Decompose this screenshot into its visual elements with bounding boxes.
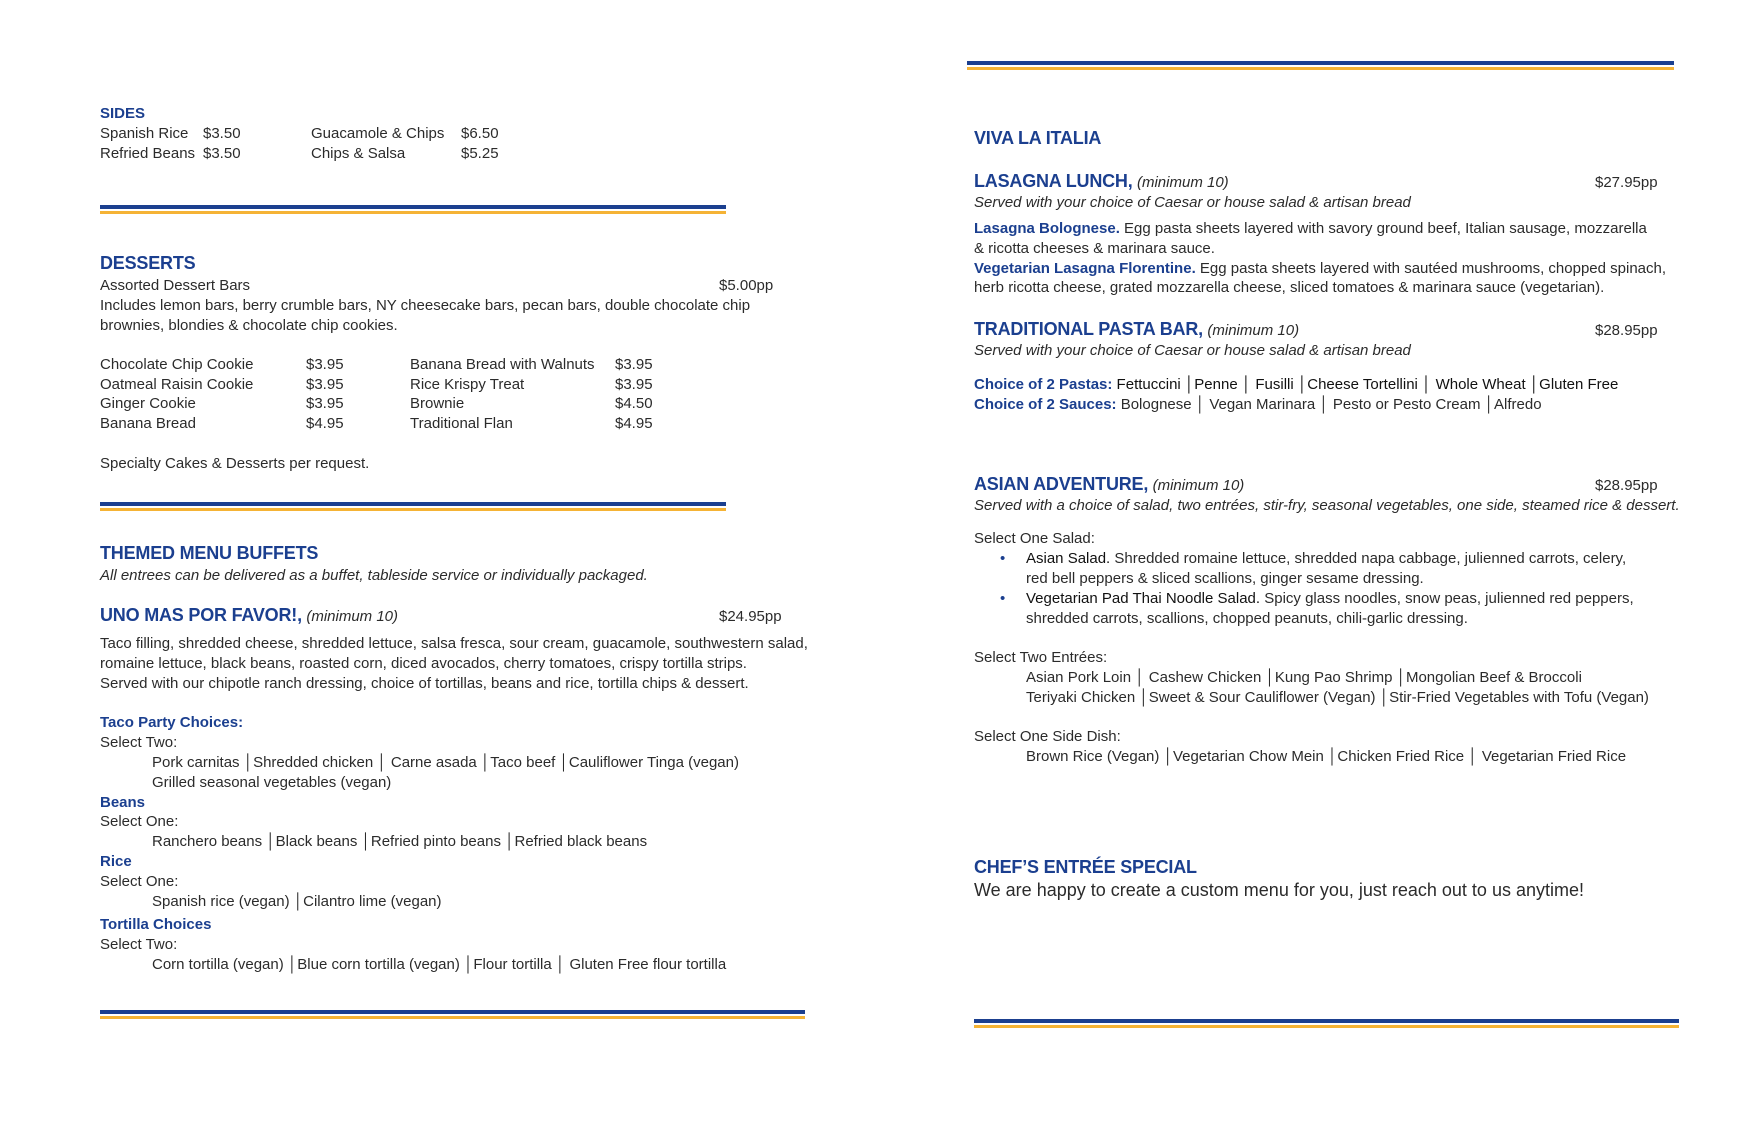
lasagna-florentine-name: Vegetarian Lasagna Florentine. bbox=[974, 260, 1196, 277]
page-top-divider bbox=[967, 61, 1674, 70]
asian-price: $28.95pp bbox=[1595, 477, 1658, 494]
dessert-item-name: Brownie bbox=[410, 395, 465, 412]
tortilla-select-label: Select Two: bbox=[100, 936, 178, 953]
taco-options: Grilled seasonal vegetables (vegan) bbox=[152, 774, 392, 791]
uno-minimum: (minimum 10) bbox=[306, 608, 399, 625]
sides-item-price: $6.50 bbox=[461, 125, 499, 142]
taco-select-label: Select Two: bbox=[100, 734, 178, 751]
asian-heading-row bbox=[974, 474, 1244, 495]
lasagna-bolognese-name: Lasagna Bolognese. bbox=[974, 220, 1120, 237]
lasagna-bolognese-desc: Egg pasta sheets layered with savory ground beef, Italian sausage, mozzarella bbox=[1119, 220, 1647, 237]
side-options: Brown Rice (Vegan) │Vegetarian Chow Mein │Chicken Fried Rice │ Vegetarian Fried Rice bbox=[1026, 748, 1627, 765]
uno-heading-row bbox=[100, 605, 398, 626]
sides-item-name: Refried Beans bbox=[100, 145, 196, 162]
uno-price: $24.95pp bbox=[719, 608, 782, 625]
lasagna-bolognese-desc: & ricotta cheeses & marinara sauce. bbox=[974, 240, 1215, 257]
asian-minimum: (minimum 10) bbox=[1152, 477, 1245, 494]
side-select-label: Select One Side Dish: bbox=[974, 728, 1121, 745]
page-bottom-divider bbox=[974, 1019, 1679, 1028]
lasagna-bolognese bbox=[974, 219, 1647, 239]
salad-select-label: Select One Salad: bbox=[974, 530, 1095, 547]
sides-item-price: $3.50 bbox=[203, 125, 241, 142]
dessert-item-name: Banana Bread bbox=[100, 415, 196, 432]
dessert-item-price: $4.50 bbox=[615, 395, 653, 412]
salad-item-desc: red bell peppers & sliced scallions, ginger sesame dressing. bbox=[1026, 570, 1424, 587]
beans-options: Ranchero beans │Black beans │Refried pinto beans │Refried black beans bbox=[152, 833, 648, 850]
salad-item-cont bbox=[1026, 569, 1614, 589]
rice-options: Spanish rice (vegan) │Cilantro lime (vegan) bbox=[152, 893, 442, 910]
pasta-price: $28.95pp bbox=[1595, 322, 1658, 339]
lasagna-minimum: (minimum 10) bbox=[1136, 174, 1229, 191]
pasta-heading-row bbox=[974, 319, 1299, 340]
tortilla-options: Corn tortilla (vegan) │Blue corn tortilla (vegan) │Flour tortilla │ Gluten Free flour tortilla bbox=[152, 956, 727, 973]
pasta-choices-list: Fettuccini │Penne │ Fusilli │Cheese Tortellini │ Whole Wheat │Gluten Free bbox=[1112, 376, 1619, 393]
pasta-choices-label: Choice of 2 Pastas: bbox=[974, 376, 1113, 393]
uno-description: Taco filling, shredded cheese, shredded lettuce, salsa fresca, sour cream, guacamole, southwestern salad, bbox=[100, 635, 808, 652]
rice-select-label: Select One: bbox=[100, 873, 179, 890]
sauce-choices-list: Bolognese │ Vegan Marinara │ Pesto or Pesto Cream │Alfredo bbox=[1116, 396, 1542, 413]
salad-item-name: Vegetarian Pad Thai Noodle Salad. bbox=[1026, 590, 1261, 607]
uno-description: romaine lettuce, black beans, roasted corn, diced avocados, cherry tomatoes, crispy tortilla strips. bbox=[100, 655, 747, 672]
section-divider bbox=[100, 205, 726, 214]
chef-special-description: We are happy to create a custom menu for you, just reach out to us anytime! bbox=[974, 880, 1584, 900]
dessert-item-price: $3.95 bbox=[306, 376, 344, 393]
specialty-note: Specialty Cakes & Desserts per request. bbox=[100, 455, 370, 472]
dessert-bars-description: Includes lemon bars, berry crumble bars, NY cheesecake bars, pecan bars, double chocolate chip bbox=[100, 297, 751, 314]
entree-options: Asian Pork Loin │ Cashew Chicken │Kung Pao Shrimp │Mongolian Beef & Broccoli bbox=[1026, 669, 1582, 686]
sides-item-name: Guacamole & Chips bbox=[311, 125, 445, 142]
rice-heading: Rice bbox=[100, 853, 132, 870]
sauce-choices bbox=[974, 395, 1542, 415]
asian-served: Served with a choice of salad, two entrées, stir-fry, seasonal vegetables, one side, steamed rice & dessert. bbox=[974, 497, 1680, 514]
sides-item-price: $3.50 bbox=[203, 145, 241, 162]
dessert-item-name: Chocolate Chip Cookie bbox=[100, 356, 254, 373]
sides-item-name: Chips & Salsa bbox=[311, 145, 406, 162]
salad-item-desc: Shredded romaine lettuce, shredded napa cabbage, julienned carrots, celery, bbox=[1110, 550, 1627, 567]
lasagna-heading-row bbox=[974, 171, 1229, 192]
salad-item-name: Asian Salad. bbox=[1026, 550, 1111, 567]
salad-item bbox=[1026, 589, 1634, 609]
dessert-item-price: $3.95 bbox=[615, 356, 653, 373]
pasta-minimum: (minimum 10) bbox=[1207, 322, 1300, 339]
dessert-item-price: $4.95 bbox=[306, 415, 344, 432]
section-divider bbox=[100, 502, 726, 511]
taco-options: Pork carnitas │Shredded chicken │ Carne asada │Taco beef │Cauliflower Tinga (vegan) bbox=[152, 754, 739, 771]
dessert-item-name: Oatmeal Raisin Cookie bbox=[100, 376, 254, 393]
taco-choices-heading: Taco Party Choices: bbox=[100, 714, 244, 731]
viva-heading: VIVA LA ITALIA bbox=[974, 128, 1102, 148]
salad-item-desc: shredded carrots, scallions, chopped peanuts, chili-garlic dressing. bbox=[1026, 610, 1468, 627]
pasta-title: TRADITIONAL PASTA BAR, bbox=[974, 319, 1203, 339]
sides-item-name: Spanish Rice bbox=[100, 125, 189, 142]
dessert-bars-price: $5.00pp bbox=[719, 277, 774, 294]
section-divider bbox=[100, 1010, 805, 1019]
entree-options: Teriyaki Chicken │Sweet & Sour Cauliflower (Vegan) │Stir-Fried Vegetables with Tofu (Vegan) bbox=[1026, 689, 1649, 706]
themed-subtitle: All entrees can be delivered as a buffet, tableside service or individually packaged. bbox=[100, 567, 648, 584]
beans-select-label: Select One: bbox=[100, 813, 179, 830]
dessert-item-name: Traditional Flan bbox=[410, 415, 513, 432]
lasagna-served: Served with your choice of Caesar or house salad & artisan bread bbox=[974, 194, 1411, 211]
lasagna-florentine-desc: Egg pasta sheets layered with sautéed mushrooms, chopped spinach, bbox=[1195, 260, 1667, 277]
dessert-item-price: $3.95 bbox=[306, 356, 344, 373]
lasagna-florentine bbox=[974, 259, 1666, 279]
lasagna-title: LASAGNA LUNCH, bbox=[974, 171, 1133, 191]
dessert-item-name: Rice Krispy Treat bbox=[410, 376, 525, 393]
salad-item-cont bbox=[1026, 609, 1614, 629]
uno-title: UNO MAS POR FAVOR!, bbox=[100, 605, 302, 625]
pasta-served: Served with your choice of Caesar or house salad & artisan bread bbox=[974, 342, 1411, 359]
sides-item-price: $5.25 bbox=[461, 145, 499, 162]
salad-item-desc: Spicy glass noodles, snow peas, julienned red peppers, bbox=[1260, 590, 1634, 607]
dessert-item-price: $4.95 bbox=[615, 415, 653, 432]
pasta-choices bbox=[974, 375, 1618, 395]
desserts-heading: DESSERTS bbox=[100, 253, 196, 273]
chef-special-heading: CHEF’S ENTRÉE SPECIAL bbox=[974, 857, 1197, 877]
themed-heading: THEMED MENU BUFFETS bbox=[100, 543, 319, 563]
beans-heading: Beans bbox=[100, 794, 146, 811]
dessert-bars-description: brownies, blondies & chocolate chip cookies. bbox=[100, 317, 398, 334]
lasagna-price: $27.95pp bbox=[1595, 174, 1658, 191]
asian-title: ASIAN ADVENTURE, bbox=[974, 474, 1149, 494]
dessert-bars-name: Assorted Dessert Bars bbox=[100, 277, 251, 294]
entree-select-label: Select Two Entrées: bbox=[974, 649, 1108, 666]
uno-description: Served with our chipotle ranch dressing, choice of tortillas, beans and rice, tortilla chips & dessert. bbox=[100, 675, 749, 692]
dessert-item-name: Ginger Cookie bbox=[100, 395, 196, 412]
salad-list bbox=[974, 549, 1634, 629]
sides-heading: SIDES bbox=[100, 105, 146, 122]
salad-item bbox=[1026, 549, 1627, 569]
sauce-choices-label: Choice of 2 Sauces: bbox=[974, 396, 1117, 413]
tortilla-heading: Tortilla Choices bbox=[100, 916, 212, 933]
dessert-item-price: $3.95 bbox=[615, 376, 653, 393]
dessert-item-price: $3.95 bbox=[306, 395, 344, 412]
lasagna-florentine-desc: herb ricotta cheese, grated mozzarella cheese, sliced tomatoes & marinara sauce (vegetarian). bbox=[974, 279, 1605, 296]
dessert-item-name: Banana Bread with Walnuts bbox=[410, 356, 595, 373]
